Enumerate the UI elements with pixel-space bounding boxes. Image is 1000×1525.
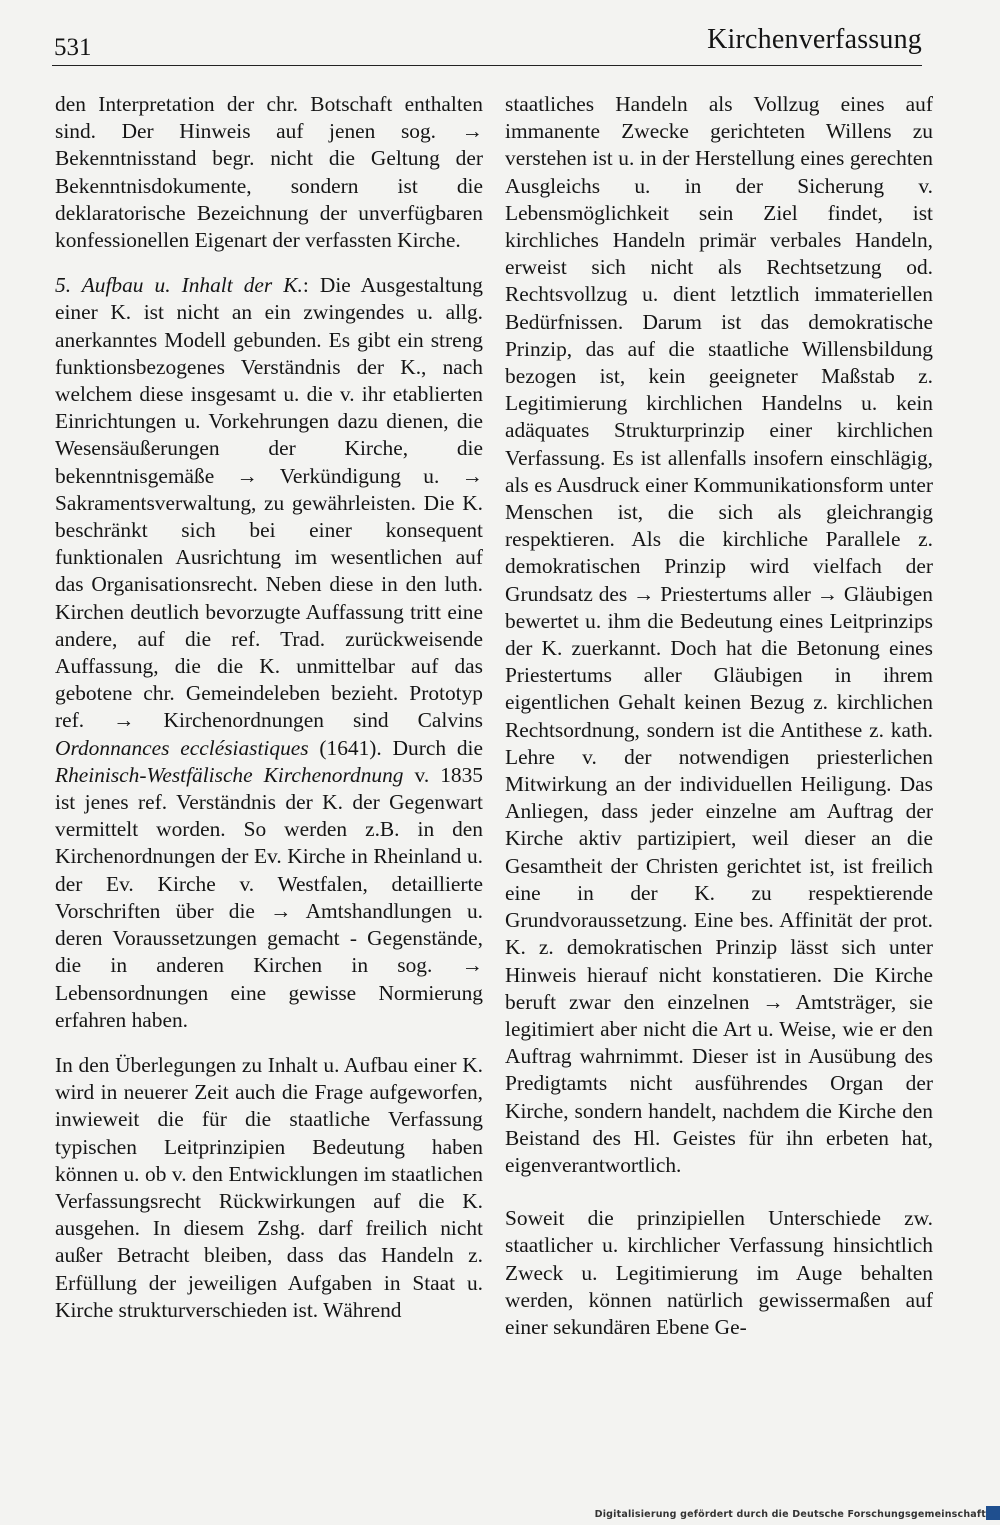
left-paragraph-2: [55, 272, 483, 1034]
title-kirchenordnung: Rheinisch-Westfälische Kirchenordnung: [55, 762, 404, 787]
title-ordonnances: Ordonnances ecclésiastiques: [55, 735, 309, 760]
dfg-funding-note: [595, 1509, 986, 1521]
left-paragraph-2-text-3: v. 1835 ist jenes ref. Verständnis der K. der Gegenwart vermittelt worden. So werden z.B. in den Kirchenordnungen der Ev. Kirche in Rheinland u. der Ev. Kirche v. Westfalen, detaillierte Vorschriften über die → Amtshandlungen u. deren Voraussetzungen gemacht - Gegenstände, die in anderen Kirchen in sog. → Lebensordnungen eine gewisse Normierung erfahren haben.: [55, 762, 483, 1032]
right-paragraph-1: staatliches Handeln als Vollzug eines auf immanente Zwecke gerichteten Willens zu verstehen ist u. in der Herstellung eines gerechten Ausgleichs u. in der Sicherung v. Lebensmöglichkeit sein Ziel findet, ist kirchliches Handeln primär verbales Handeln, erweist sich nicht als Rechtsetzung od. Rechtsvollzug u. dient letztlich immateriellen Bedürfnissen. Darum ist das demokratische Prinzip, das auf die staatliche Willensbildung bezogen ist, kein geeigneter Maßstab z. Legitimierung kirchlichen Handelns u. kein adäquates Strukturprinzip einer kirchlichen Verfassung. Es ist allenfalls insofern einschlägig, als es Ausdruck einer Kommunikationsform unter Menschen ist, die sich als gleichrangig respektieren. Als die kirchliche Parallele z. demokratischen Prinzip wird vielfach der Grundsatz des → Priestertums aller → Gläubigen bewertet u. ihm die Bedeutung eines Leitprinzips der K. zuerkannt. Doch hat die Betonung eines Priestertums aller Gläubigen in ihrem eigentlichen Gehalt keinen Bezug z. kirchlichen Rechtsordnung, sondern ist die Antithese z. kath. Lehre v. der notwendigen priesterlichen Mitwirkung an der individuellen Heiligung. Das Anliegen, dass jeder einzelne am Auftrag der Kirche aktiv partizipiert, weil dieser an die Gesamtheit der Christen gerichtet ist, ist freilich eine in der K. zu respektierende Grundvoraussetzung. Eine bes. Affinität der prot. K. z. demokratischen Prinzip lässt sich unter Hinweis hierauf nicht konstatieren. Die Kirche beruft zwar den einzelnen → Amtsträger, sie legitimiert aber nicht die Art u. Weise, wie er den Auftrag wahrnimmt. Dieser ist in Ausübung des Predigtamts nicht ausführendes Organ der Kirche, sondern handelt, nachdem die Kirche den Beistand des Hl. Geistes für ihn erbeten hat, eigenverantwortlich.: [505, 92, 933, 1177]
page-number: 531: [54, 34, 92, 61]
dfg-funding-text: Digitalisierung gefördert durch die Deutsche Forschungsgemeinschaft: [594, 1509, 986, 1520]
running-head: Kirchenverfassung: [707, 24, 922, 55]
header-rule: [52, 65, 922, 66]
right-column: [505, 91, 933, 1341]
right-paragraph-2: Soweit die prinzipiellen Unterschiede zw. staatlicher u. kirchlicher Verfassung hinsichtlich Zweck u. Legitimierung im Auge behalten werden, können natürlich gewissermaßen auf einer sekundären Ebene Ge-: [505, 1206, 933, 1339]
left-paragraph-2-text-2: (1641). Durch die: [308, 735, 483, 760]
left-column: [55, 91, 483, 1324]
section-heading: 5. Aufbau u. Inhalt der K.: [55, 273, 303, 298]
left-paragraph-3: In den Überlegungen zu Inhalt u. Aufbau einer K. wird in neuerer Zeit auch die Frage aufgeworfen, inwieweit die für die staatliche Verfassung typischen Leitprinzipien Bedeutung haben können u. ob v. den Entwicklungen im staatlichen Verfassungsrecht Rückwirkungen auf die K. ausgehen. In diesem Zshg. darf freilich nicht außer Betracht bleiben, dass das Handeln z. Erfüllung der jeweiligen Aufgaben in Staat u. Kirche strukturverschieden ist. Während: [55, 1052, 483, 1322]
left-paragraph-2-text-1: : Die Ausgestaltung einer K. ist nicht an ein zwingendes u. allg. anerkanntes Modell gebunden. Es gibt ein streng funktionsbezogenes Verständnis der K., nach welchem diese insgesamt u. die v. ihr etablierten Einrichtungen u. Vorkehrungen dazu dienen, die Wesensäußerungen der Kirche, die bekenntnisgemäße → Verkündigung u. → Sakramentsverwaltung, zu gewährleisten. Die K. beschränkt sich bei einer konsequent funktionalen Ausrichtung im wesentlichen auf das Organisationsrecht. Neben diese in den luth. Kirchen deutlich bevorzugte Auffassung tritt eine andere, auf die ref. Trad. zurückweisende Auffassung, die die K. unmittelbar auf das gebotene chr. Gemeindeleben bezieht. Prototyp ref. → Kirchenordnungen sind Calvins: [55, 273, 483, 733]
dfg-logo-icon: [986, 1506, 1000, 1520]
left-paragraph-1: den Interpretation der chr. Botschaft enthalten sind. Der Hinweis auf jenen sog. → Bekenntnisstand begr. nicht die Geltung der Bekenntnisdokumente, sondern ist die deklaratorische Bezeichnung der unverfügbaren konfessionellen Eigenart der verfassten Kirche.: [55, 92, 483, 253]
page-header: [52, 18, 922, 64]
